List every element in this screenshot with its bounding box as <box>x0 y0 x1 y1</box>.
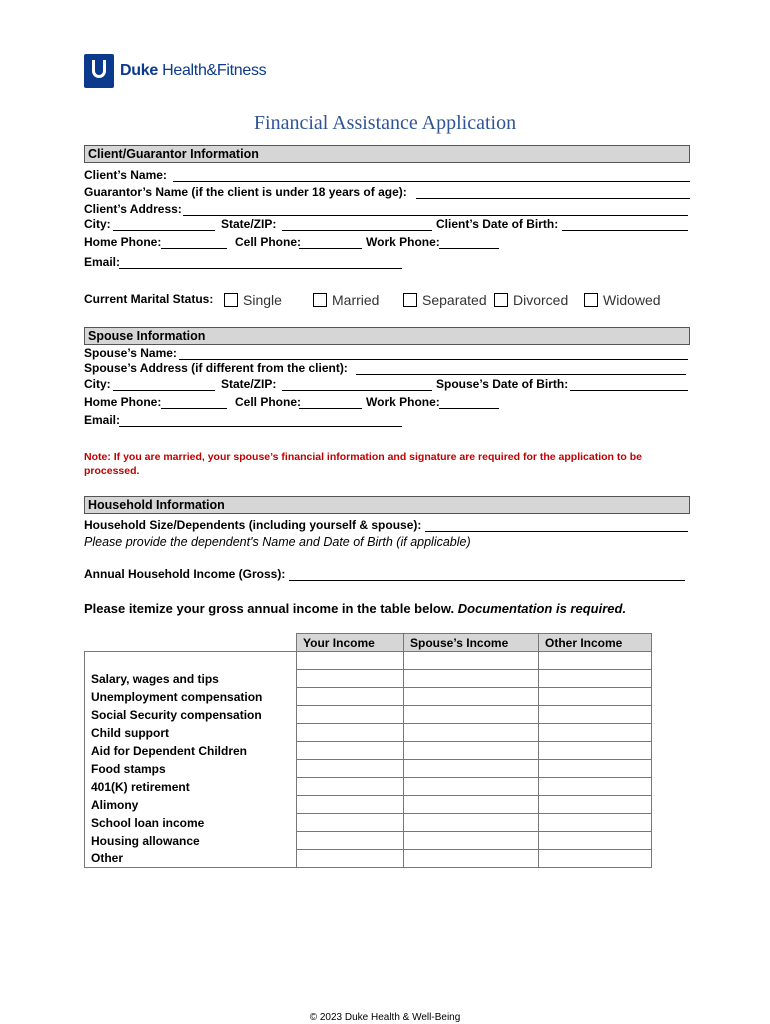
client-state-field[interactable] <box>282 230 432 231</box>
spouse-email-field[interactable] <box>119 426 402 427</box>
income-cell[interactable] <box>297 760 404 778</box>
income-row-label: Alimony <box>85 796 297 814</box>
col-spouse-income: Spouse’s Income <box>404 634 539 652</box>
client-section-header: Client/Guarantor Information <box>84 145 690 163</box>
income-row-label: Unemployment compensation <box>85 688 297 706</box>
duke-logo <box>84 54 266 88</box>
spouse-name-field[interactable] <box>179 359 688 360</box>
income-cell[interactable] <box>297 688 404 706</box>
income-cell[interactable] <box>404 832 539 850</box>
married-note: Note: If you are married, your spouse’s financial information and signature are required for the application to be processed. <box>84 451 642 477</box>
marital-separated-option[interactable]: Separated <box>403 292 487 308</box>
marital-status-label: Current Marital Status: <box>84 292 214 306</box>
income-cell[interactable] <box>297 778 404 796</box>
client-home-phone-field[interactable] <box>161 248 227 249</box>
checkbox-icon[interactable] <box>494 293 508 307</box>
table-row <box>85 724 652 742</box>
income-row-label: Child support <box>85 724 297 742</box>
income-row-label: Social Security compensation <box>85 706 297 724</box>
checkbox-icon[interactable] <box>313 293 327 307</box>
income-cell[interactable] <box>404 778 539 796</box>
page-title: Financial Assistance Application <box>253 112 517 134</box>
spouse-home-phone-label: Home Phone: <box>84 395 162 409</box>
income-cell[interactable] <box>404 814 539 832</box>
client-cell-phone-field[interactable] <box>299 248 362 249</box>
duke-shield-icon <box>84 54 114 88</box>
client-address-field[interactable] <box>183 215 688 216</box>
table-row <box>85 778 652 796</box>
income-row-label: School loan income <box>85 814 297 832</box>
income-cell[interactable] <box>297 724 404 742</box>
income-cell[interactable] <box>539 706 652 724</box>
spouse-home-phone-field[interactable] <box>161 408 227 409</box>
income-cell[interactable] <box>539 670 652 688</box>
household-section-header: Household Information <box>84 496 690 514</box>
income-cell[interactable] <box>539 724 652 742</box>
table-row <box>85 688 652 706</box>
income-cell[interactable] <box>404 850 539 868</box>
income-cell[interactable] <box>404 742 539 760</box>
client-work-phone-field[interactable] <box>439 248 499 249</box>
household-size-label: Household Size/Dependents (including yourself & spouse): <box>84 518 422 532</box>
client-cell-phone-label: Cell Phone: <box>235 235 302 249</box>
income-row-label: Food stamps <box>85 760 297 778</box>
income-row-label: Salary, wages and tips <box>85 670 297 688</box>
income-cell[interactable] <box>297 706 404 724</box>
income-cell[interactable] <box>297 670 404 688</box>
income-cell[interactable] <box>539 688 652 706</box>
client-email-field[interactable] <box>119 268 402 269</box>
income-cell[interactable] <box>404 796 539 814</box>
guarantor-row <box>84 185 407 200</box>
spouse-section-header: Spouse Information <box>84 327 690 345</box>
checkbox-icon[interactable] <box>224 293 238 307</box>
client-city-field[interactable] <box>113 230 215 231</box>
spouse-dob-label: Spouse’s Date of Birth: <box>436 377 569 391</box>
col-your-income: Your Income <box>297 634 404 652</box>
income-cell[interactable] <box>404 760 539 778</box>
spouse-city-field[interactable] <box>113 390 215 391</box>
income-cell[interactable] <box>404 724 539 742</box>
income-cell[interactable] <box>404 706 539 724</box>
client-address-label: Client’s Address: <box>84 202 182 216</box>
checkbox-icon[interactable] <box>584 293 598 307</box>
client-work-phone-label: Work Phone: <box>366 235 440 249</box>
client-address-row <box>84 202 182 217</box>
table-header-row <box>85 634 652 652</box>
income-cell[interactable] <box>539 832 652 850</box>
marital-single-option[interactable]: Single <box>224 292 282 308</box>
income-row-label: 401(K) retirement <box>85 778 297 796</box>
spouse-work-phone-label: Work Phone: <box>366 395 440 409</box>
itemize-instruction: Please itemize your gross annual income in the table below. Documentation is required. <box>84 601 627 616</box>
income-row-label: Other <box>85 850 297 868</box>
client-name-field[interactable] <box>173 181 690 182</box>
marital-divorced-option[interactable]: Divorced <box>494 292 568 308</box>
table-row <box>85 706 652 724</box>
income-cell[interactable] <box>539 814 652 832</box>
table-row <box>85 832 652 850</box>
client-dob-label: Client’s Date of Birth: <box>436 217 559 231</box>
guarantor-field[interactable] <box>416 198 690 199</box>
income-cell[interactable] <box>539 760 652 778</box>
spouse-city-label: City: <box>84 377 111 391</box>
client-dob-field[interactable] <box>562 230 688 231</box>
annual-income-field[interactable] <box>289 580 685 581</box>
client-city-label: City: <box>84 217 111 231</box>
spouse-address-label: Spouse’s Address (if different from the client): <box>84 361 348 375</box>
annual-income-label: Annual Household Income (Gross): <box>84 567 286 581</box>
income-cell[interactable] <box>539 796 652 814</box>
logo-text: Duke Health&Fitness <box>120 62 267 79</box>
client-name-row <box>84 168 167 183</box>
spouse-state-field[interactable] <box>282 390 432 391</box>
spouse-email-label: Email: <box>84 413 121 427</box>
footer-copyright: © 2023 Duke Health & Well-Being <box>309 1012 461 1023</box>
dependents-note: Please provide the dependent's Name and Date of Birth (if applicable) <box>84 535 471 549</box>
client-email-label: Email: <box>84 255 121 269</box>
income-cell[interactable] <box>404 670 539 688</box>
client-state-label: State/ZIP: <box>221 217 277 231</box>
marital-widowed-option[interactable]: Widowed <box>584 292 661 308</box>
income-cell[interactable] <box>297 850 404 868</box>
income-cell[interactable] <box>297 796 404 814</box>
table-row <box>85 670 652 688</box>
table-row <box>85 814 652 832</box>
spouse-work-phone-field[interactable] <box>439 408 499 409</box>
guarantor-label: Guarantor’s Name (if the client is under 18 years of age): <box>84 185 407 199</box>
client-name-label: Client’s Name: <box>84 168 167 182</box>
income-cell[interactable] <box>539 778 652 796</box>
spouse-cell-phone-field[interactable] <box>299 408 362 409</box>
table-row <box>85 760 652 778</box>
income-cell[interactable] <box>297 742 404 760</box>
checkbox-icon[interactable] <box>403 293 417 307</box>
household-size-field[interactable] <box>425 531 688 532</box>
income-cell[interactable] <box>404 688 539 706</box>
col-other-income: Other Income <box>539 634 652 652</box>
income-cell[interactable] <box>297 814 404 832</box>
income-row-label: Housing allowance <box>85 832 297 850</box>
income-row-label: Aid for Dependent Children <box>85 742 297 760</box>
spouse-state-label: State/ZIP: <box>221 377 277 391</box>
spouse-address-field[interactable] <box>356 374 686 375</box>
income-cell[interactable] <box>539 850 652 868</box>
income-table <box>84 633 652 868</box>
income-cell[interactable] <box>539 742 652 760</box>
table-row <box>85 742 652 760</box>
table-row <box>85 796 652 814</box>
marital-married-option[interactable]: Married <box>313 292 379 308</box>
spouse-name-label: Spouse’s Name: <box>84 346 177 360</box>
table-row <box>85 850 652 868</box>
table-spacer-row <box>85 652 652 670</box>
income-cell[interactable] <box>297 832 404 850</box>
spouse-cell-phone-label: Cell Phone: <box>235 395 302 409</box>
spouse-dob-field[interactable] <box>570 390 688 391</box>
client-home-phone-label: Home Phone: <box>84 235 162 249</box>
